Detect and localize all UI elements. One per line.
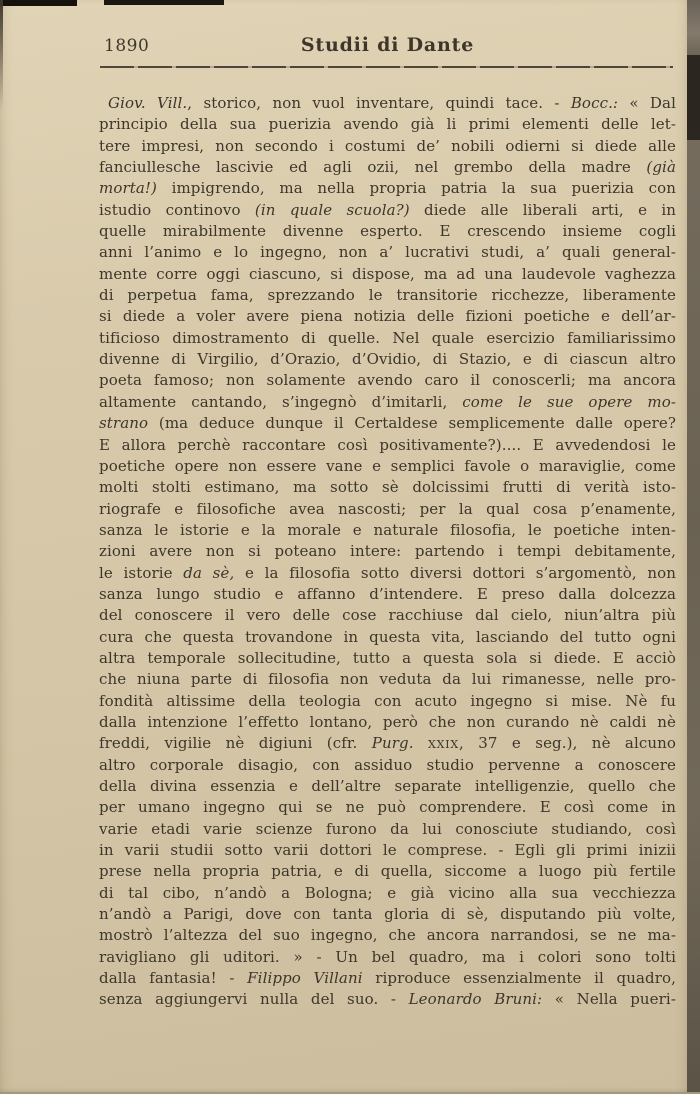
binding-shadow-dark — [687, 55, 700, 140]
page-year: 1890 — [104, 36, 150, 56]
scan-artifact-left-edge — [0, 0, 3, 110]
text-line: molti stolti estimano, ma sotto sè dolcissimi frutti di verità isto- — [99, 478, 676, 497]
text-line: dalla intenzione l’effetto lontano, però che non curando nè caldi nè — [99, 712, 676, 731]
text-line: cura che questa trovandone in questa vita, lasciando del tutto ogni — [99, 627, 676, 646]
text-line: principio della sua puerizia avendo già li primi elementi delle let- — [99, 115, 676, 134]
text-line: senza aggiungervi nulla del suo. - Leonardo Bruni: « Nella pueri- — [99, 990, 676, 1009]
page-edge-shadow — [687, 0, 700, 1094]
text-line: ravigliano gli uditori. » - Un bel quadro, ma i colori sono tolti — [99, 947, 676, 966]
text-line: altra temporale sollecitudine, tutto a questa sola si diede. E acciò — [99, 648, 676, 667]
text-line: che niuna parte di filosofia non veduta da lui rimanesse, nelle pro- — [99, 670, 676, 689]
text-line: poeta famoso; non solamente avendo caro il conoscerli; ma ancora — [99, 371, 676, 390]
text-line: n’andò a Parigi, dove con tanta gloria di sè, disputando più volte, — [99, 905, 676, 924]
running-title: Studii di Dante — [300, 34, 475, 56]
text-line: del conoscere il vero delle cose racchiuse dal cielo, niun’altra più — [99, 606, 676, 625]
text-line: varie etadi varie scienze furono da lui conosciute studiando, così — [99, 819, 676, 838]
text-line: E allora perchè raccontare così positivamente?).... E avvedendosi le — [99, 435, 676, 454]
text-line: freddi, vigilie nè digiuni (cfr. Purg. xxix, 37 e seg.), nè alcuno — [99, 734, 676, 753]
text-line: morta!) impigrendo, ma nella propria patria la sua puerizia con — [99, 179, 676, 198]
text-line: si diede a voler avere piena notizia delle fizioni poetiche e dell’ar- — [99, 307, 676, 326]
text-line: altamente cantando, s’ingegnò d’imitarli, come le sue opere mo- — [99, 392, 676, 411]
text-line: zioni avere non si poteano intere: partendo i tempi debitamente, — [99, 542, 676, 561]
text-line: mente corre oggi ciascuno, si dispose, ma ad una laudevole vaghezza — [99, 264, 676, 283]
text-line: fanciullesche lascivie ed agli ozii, nel grembo della madre (già — [99, 158, 676, 177]
text-line: le istorie da sè, e la filosofia sotto diversi dottori s’argomentò, non — [99, 563, 676, 582]
text-line: divenne di Virgilio, d’Orazio, d’Ovidio, di Stazio, e di ciascun altro — [99, 350, 676, 369]
binding-shadow-light — [687, 140, 700, 1094]
text-line: riografe e filosofiche avea nascosti; per la qual cosa p’enamente, — [99, 499, 676, 518]
text-line: sanza le istorie e la morale e naturale filosofia, le poetiche inten- — [99, 520, 676, 539]
text-line: tere impresi, non secondo i costumi de’ nobili odierni si diede alle — [99, 136, 676, 155]
text-line: sanza lungo studio e affanno d’intendere. E preso dalla dolcezza — [99, 584, 676, 603]
text-line: poetiche opere non essere vane e semplici favole o maraviglie, come — [99, 456, 676, 475]
text-line: della divina essenzia e dell’altre separate intelligenzie, quello che — [99, 777, 676, 795]
body-text — [99, 93, 676, 1011]
text-line: anni l’animo e lo ingegno, non a’ lucrativi studi, a’ quali general- — [99, 243, 676, 262]
text-line: Giov. Vill., storico, non vuol inventare, quindi tace. - Bocc.: « Dal — [108, 94, 676, 112]
text-line: fondità altissime della teologia con acuto ingegno si mise. Nè fu — [99, 691, 676, 710]
text-line: dalla fantasia! - Filippo Villani riproduce essenzialmente il quadro, — [99, 969, 676, 988]
text-line: di tal cibo, n’andò a Bologna; e già vicino alla sua vecchiezza — [99, 883, 676, 902]
text-line: per umano ingegno qui se ne può comprendere. E così come in — [99, 798, 676, 817]
text-line: istudio continovo (in quale scuola?) diede alle liberali arti, e in — [99, 200, 676, 219]
text-line: mostrò l’altezza del suo ingegno, che ancora narrandosi, se ne ma- — [99, 926, 676, 945]
text-line: quelle mirabilmente divenne esperto. E crescendo insieme cogli — [99, 222, 676, 241]
header-rule — [100, 66, 673, 68]
text-line: tificioso dimostramento di quelle. Nel quale esercizio familiarissimo — [99, 328, 676, 347]
text-line: strano (ma deduce dunque il Certaldese semplicemente dalle opere? — [99, 414, 676, 433]
scan-artifact-top-left — [0, 0, 77, 6]
text-line: altro corporale disagio, con assiduo studio pervenne a conoscere — [99, 755, 676, 774]
text-line: in varii studii sotto varii dottori le comprese. - Egli gli primi inizii — [99, 841, 676, 860]
scan-artifact-top-center — [104, 0, 224, 5]
text-line: prese nella propria patria, e di quella, siccome a luogo più fertile — [99, 862, 676, 881]
text-line: di perpetua fama, sprezzando le transitorie ricchezze, liberamente — [99, 286, 676, 305]
